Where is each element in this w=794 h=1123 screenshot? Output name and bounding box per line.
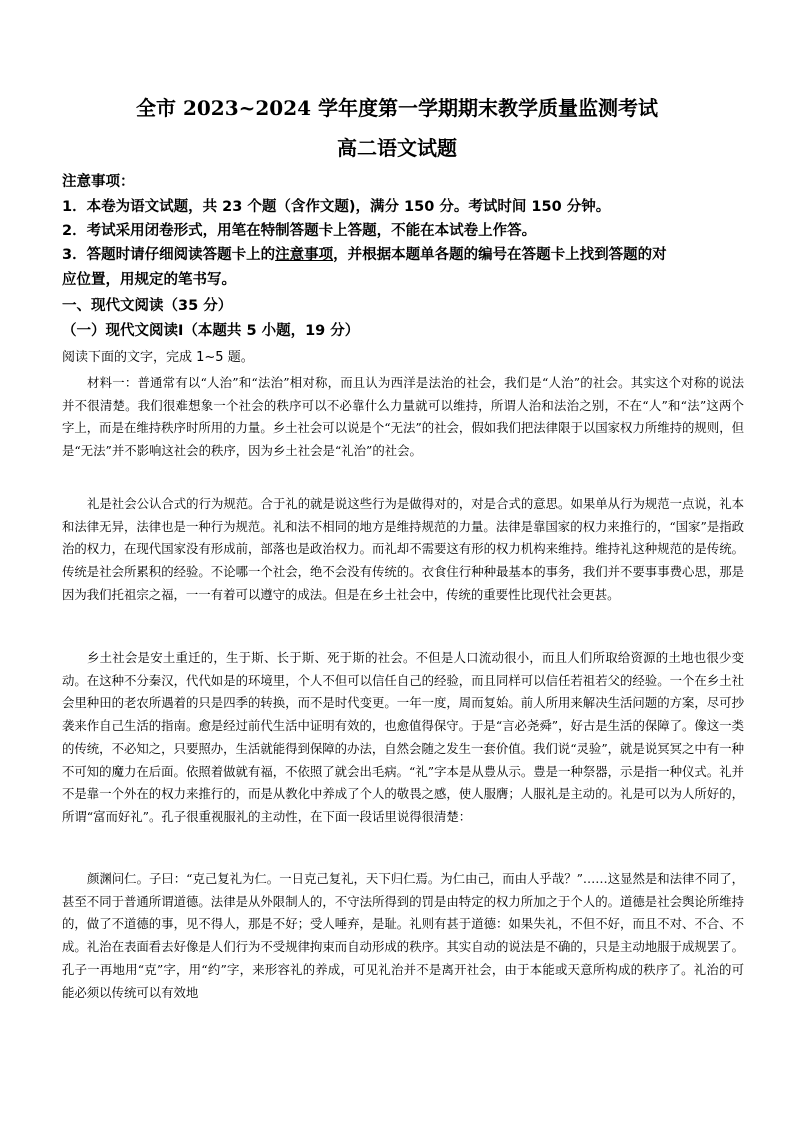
- notice-item-3-continued: 应位置，用规定的笔书写。: [62, 272, 236, 288]
- passage-paragraph: 材料一：普通常有以“人治”和“法治”相对称，而且认为西洋是法治的社会，我们是“人治”的社会。其实这个对称的说法并不很清楚。我们很难想象一个社会的秩序可以不必靠什么力量就可以维持，所谓人治和法治之别，不在“人”和“法”这两个字上，而是在维持秩序时所用的力量。乡土社会可以说是个“无法”的社会，假如我们把法律限于以国家权力所维持的规则，但是“无法”并不影响这社会的秩序，因为乡土社会是“礼治”的社会。: [62, 375, 744, 459]
- section-subheading: （一）现代文阅读Ⅰ（本题共 5 小题，19 分）: [62, 323, 360, 339]
- notice-item-3-text-a: 3．答题时请仔细阅读答题卡上的: [62, 247, 276, 263]
- section-heading: 一、现代文阅读（35 分）: [62, 298, 233, 314]
- passage-paragraph: 颜渊问仁。子曰：“克己复礼为仁。一日克己复礼，天下归仁焉。为仁由己，而由人乎哉？”……这显然是和法律不同了，甚至不同于普通所谓道德。法律是从外限制人的，不守法所得到的罚是由特定的权力所加之于个人的。道德是社会舆论所维持的，做了不道德的事，见不得人，那是不好；受人唾弃，是耻。礼则有甚于道德：如果失礼，不但不好，而且不对、不合、不成。礼治在表面看去好像是人们行为不受规律拘束而自动形成的秩序。其实自动的说法是不确的，只是主动地服于成规罢了。孔子一再地用“克”字，用“约”字，来形容礼的养成，可见礼治并不是离开社会，由于本能或天意所构成的秩序了。礼治的可能必须以传统可以有效地: [62, 871, 744, 1000]
- notice-item-2: 2．考试采用闭卷形式，用笔在特制答题卡上答题，不能在本试卷上作答。: [62, 223, 537, 239]
- exam-subtitle: 高二语文试题: [337, 136, 457, 160]
- exam-title: 全市 2023~2024 学年度第一学期期末教学质量监测考试: [135, 96, 658, 120]
- reading-prompt: 阅读下面的文字，完成 1~5 题。: [62, 350, 254, 365]
- notice-item-3: [62, 245, 742, 265]
- notice-heading: 注意事项：: [62, 174, 135, 190]
- notice-item-3-underlined: 注意事项: [275, 247, 334, 263]
- passage-paragraph: 乡土社会是安土重迁的，生于斯、长于斯、死于斯的社会。不但是人口流动很小，而且人们所取给资源的土地也很少变动。在这种不分秦汉，代代如是的环境里，个人不但可以信任自己的经验，而且同样可以信任若祖若父的经验。一个在乡土社会里种田的老农所遇着的只是四季的转换，而不是时代变更。一年一度，周而复始。前人所用来解决生活问题的方案，尽可抄袭来作自己生活的指南。愈是经过前代生活中证明有效的，也愈值得保守。于是“言必尧舜”，好古是生活的保障了。像这一类的传统，不必知之，只要照办，生活就能得到保障的办法，自然会随之发生一套价值。我们说“灵验”，就是说冥冥之中有一种不可知的魔力在后面。依照着做就有福，不依照了就会出毛病。“礼”字本是从豊从示。豊是一种祭器，示是指一种仪式。礼并不是靠一个外在的权力来推行的，而是从教化中养成了个人的敬畏之感，使人服膺；人服礼是主动的。礼是可以为人所好的，所谓“富而好礼”。孔子很重视服礼的主动性，在下面一段话里说得很清楚：: [62, 650, 744, 824]
- passage-paragraph: 礼是社会公认合式的行为规范。合于礼的就是说这些行为是做得对的，对是合式的意思。如果单从行为规范一点说，礼本和法律无异，法律也是一种行为规范。礼和法不相同的地方是维持规范的力量。法律是靠国家的权力来推行的，“国家”是指政治的权力，在现代国家没有形成前，部落也是政治权力。而礼却不需要这有形的权力机构来维持。维持礼这种规范的是传统。传统是社会所累积的经验。不论哪一个社会，绝不会没有传统的。衣食住行种种最基本的事务，我们并不要事事费心思，那是因为我们托祖宗之福，一一有着可以遵守的成法。但是在乡土社会中，传统的重要性比现代社会更甚。: [62, 496, 744, 602]
- notice-item-3-text-b: ，并根据本题单各题的编号在答题卡上找到答题的对: [333, 247, 667, 263]
- notice-item-1: 1．本卷为语文试题，共 23 个题（含作文题)，满分 150 分。考试时间 150 分钟。: [62, 199, 611, 215]
